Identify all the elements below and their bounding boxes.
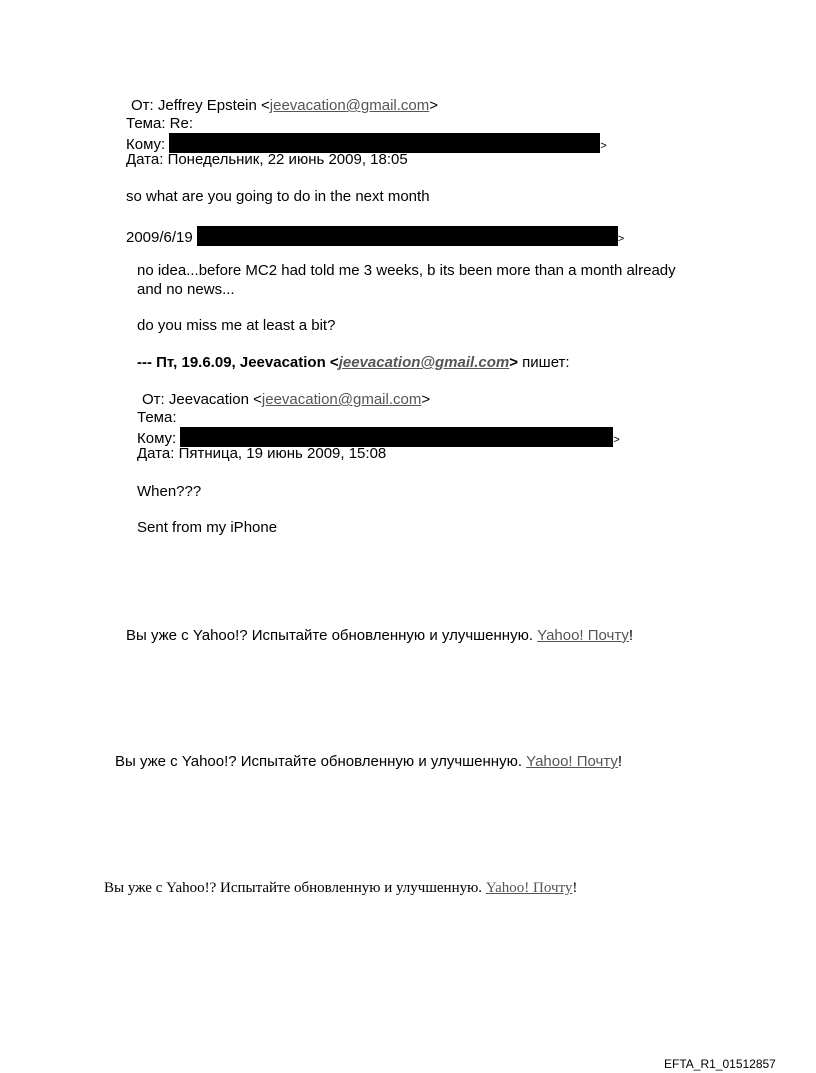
yahoo-footer-ad xyxy=(115,753,622,771)
to-close-bracket: > xyxy=(600,140,607,152)
reply-line-2: and no news... xyxy=(137,281,235,298)
inner-from-email-link[interactable]: jeevacation@gmail.com xyxy=(261,391,422,408)
yahoo-ad-text: Вы уже с Yahoo!? Испытайте обновленную и улучшенную. xyxy=(115,753,522,770)
inner-to-label: Кому: xyxy=(137,430,177,447)
date-value: Понедельник, 22 июнь 2009, 18:05 xyxy=(167,151,408,168)
inner-body: When??? xyxy=(137,483,202,500)
yahoo-mail-link[interactable]: Yahoo! Почту xyxy=(537,627,629,644)
inner-subject-line xyxy=(137,409,177,427)
redaction-bar xyxy=(169,133,600,153)
subject-value: Re: xyxy=(169,115,194,132)
yahoo-mail-link[interactable]: Yahoo! Почту xyxy=(485,880,573,896)
reply-quote-header xyxy=(137,354,570,372)
quote-attribution xyxy=(126,226,624,248)
inner-to-close-bracket: > xyxy=(613,434,620,446)
inner-from-label: От: xyxy=(142,391,165,408)
quote-header-prefix: --- Пт, 19.6.09, Jeevacation < xyxy=(137,354,339,371)
outer-date-line xyxy=(126,151,408,169)
outer-from-line: От: Jeffrey Epstein <jeevacation@gmail.com> xyxy=(131,97,439,114)
inner-from-line: От: Jeevacation <jeevacation@gmail.com> xyxy=(142,391,431,408)
outer-body: so what are you going to do in the next month xyxy=(126,188,430,205)
redaction-bar xyxy=(180,427,613,447)
inner-from-name: Jeevacation xyxy=(168,391,249,408)
quote-date: 2009/6/19 xyxy=(126,229,193,246)
yahoo-mail-link[interactable]: Yahoo! Почту xyxy=(526,753,618,770)
inner-subject-label: Тема: xyxy=(137,409,177,426)
yahoo-ad-end: ! xyxy=(617,753,623,770)
yahoo-ad-text: Вы уже с Yahoo!? Испытайте обновленную и улучшенную. xyxy=(126,627,533,644)
inner-date-label: Дата: xyxy=(137,445,175,462)
yahoo-ad-end: ! xyxy=(628,627,634,644)
yahoo-ad-end: ! xyxy=(572,880,578,896)
redaction-bar xyxy=(197,226,618,246)
yahoo-footer-ad xyxy=(126,627,633,645)
yahoo-footer-ad xyxy=(104,879,577,897)
quote-header-suffix: > xyxy=(509,354,518,371)
reply-line-1: no idea...before MC2 had told me 3 weeks, b its been more than a month already xyxy=(137,262,676,279)
from-name: Jeffrey Epstein xyxy=(157,97,257,114)
reply-line-3: do you miss me at least a bit? xyxy=(137,317,336,334)
inner-date-line xyxy=(137,445,386,463)
inner-date-value: Пятница, 19 июнь 2009, 15:08 xyxy=(178,445,387,462)
document-id: EFTA_R1_01512857 xyxy=(664,1057,776,1071)
subject-label: Тема: xyxy=(126,115,166,132)
quote-close-bracket: > xyxy=(617,233,625,245)
inner-signature: Sent from my iPhone xyxy=(137,519,278,536)
date-label: Дата: xyxy=(126,151,164,168)
from-email-link[interactable]: jeevacation@gmail.com xyxy=(269,97,430,114)
to-label: Кому: xyxy=(126,136,166,153)
yahoo-ad-text: Вы уже с Yahoo!? Испытайте обновленную и улучшенную. xyxy=(104,880,483,896)
quote-header-writes: пишет: xyxy=(522,354,570,371)
outer-subject-line xyxy=(126,115,193,133)
from-label: От: xyxy=(131,97,154,114)
quote-header-email-link[interactable]: jeevacation@gmail.com xyxy=(338,354,510,371)
